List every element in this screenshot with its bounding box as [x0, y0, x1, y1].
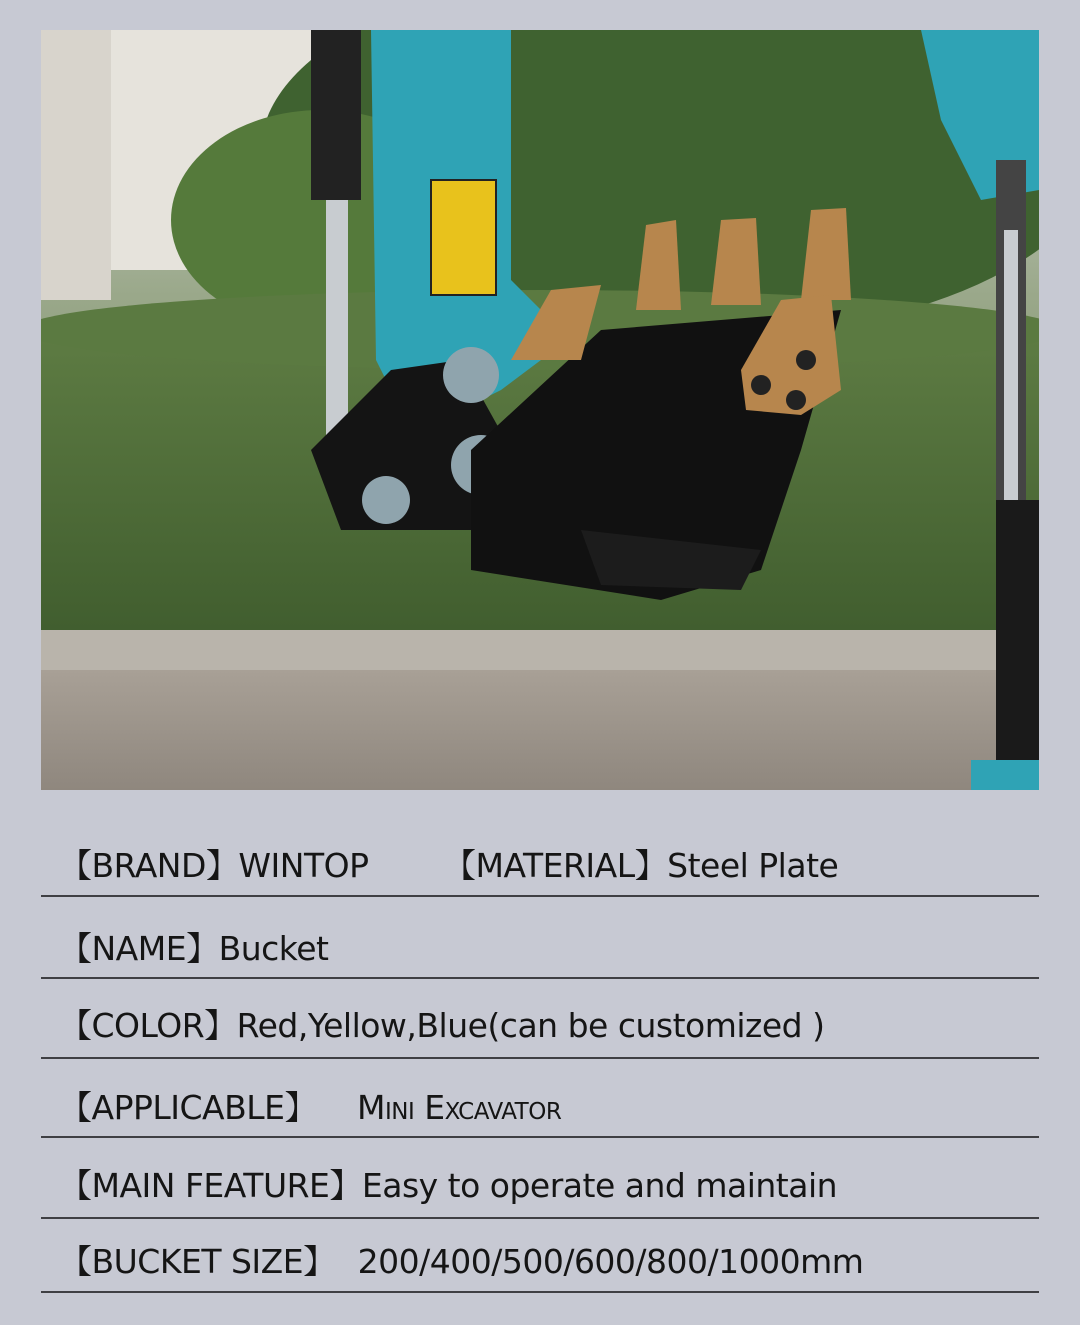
divider: [41, 895, 1039, 897]
name-label: 【NAME】: [59, 929, 219, 968]
spec-row-main-feature: [41, 1160, 1039, 1204]
main-feature-field: [59, 1160, 837, 1207]
applicable-label: 【APPLICABLE】: [59, 1088, 317, 1127]
material-value: Steel Plate: [667, 846, 839, 885]
brand-label: 【BRAND】: [59, 846, 239, 885]
bucket-size-field: [59, 1236, 863, 1283]
divider: [41, 1217, 1039, 1219]
color-value: Red,Yellow,Blue(can be customized ): [236, 1006, 825, 1045]
material-field: [443, 840, 838, 887]
color-label: 【COLOR】: [59, 1006, 237, 1045]
divider: [41, 977, 1039, 979]
spec-row-name: [41, 923, 1039, 967]
spec-row-bucket-size: [41, 1236, 1039, 1280]
main-feature-value: Easy to operate and maintain: [361, 1166, 838, 1205]
divider: [41, 1057, 1039, 1059]
brand-value: WINTOP: [238, 846, 369, 885]
spec-row-applicable: [41, 1082, 1039, 1126]
bucket-size-label: 【BUCKET SIZE】: [59, 1242, 336, 1281]
name-field: [59, 923, 328, 970]
main-feature-label: 【MAIN FEATURE】: [59, 1166, 362, 1205]
product-photo: [41, 30, 1039, 790]
bucket-size-value: 200/400/500/600/800/1000mm: [357, 1242, 864, 1281]
brand-field: [59, 840, 369, 887]
divider: [41, 1136, 1039, 1138]
material-label: 【MATERIAL】: [443, 846, 668, 885]
spec-row-color: [41, 1000, 1039, 1044]
color-field: [59, 1000, 824, 1047]
excavator-bucket-illustration: [41, 30, 1039, 790]
applicable-field: [59, 1082, 561, 1129]
spec-row-brand-material: [41, 840, 1039, 884]
name-value: Bucket: [218, 929, 329, 968]
divider: [41, 1291, 1039, 1293]
applicable-value: Mini Excavator: [356, 1088, 562, 1127]
